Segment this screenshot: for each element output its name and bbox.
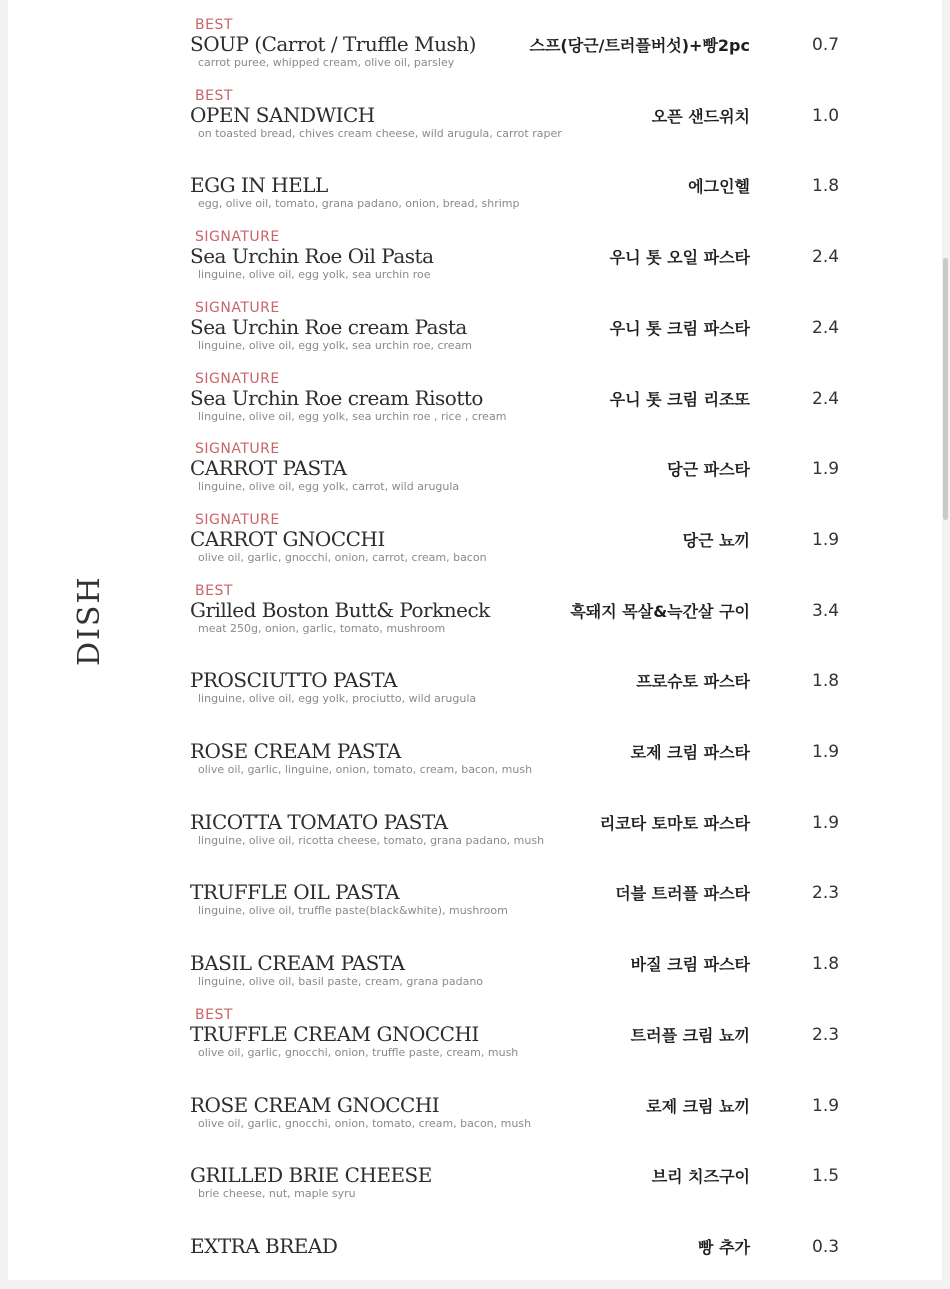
menu-item [0,300,950,370]
item-name: ROSE CREAM PASTA [190,739,401,763]
item-name: OPEN SANDWICH [190,102,375,127]
menu-item [0,1007,950,1077]
item-price: 1.8 [812,671,840,692]
item-price: 0.3 [812,1236,840,1257]
item-price: 2.3 [812,883,840,904]
item-name: RICOTTA TOMATO PASTA [190,809,448,834]
item-korean-name: 에그인헬 [688,177,750,197]
item-korean-name: 우니 톳 오일 파스타 [609,248,750,268]
item-price: 1.9 [812,812,840,833]
item-korean-name: 당근 뇨끼 [682,530,750,550]
item-description: olive oil, garlic, linguine, onion, tomato, cream, bacon, mush [198,763,533,776]
item-price: 1.0 [812,105,840,126]
item-korean-name: 더블 트러플 파스타 [615,884,750,904]
menu-item [0,1219,950,1289]
item-name: EXTRA BREAD [190,1233,338,1258]
item-korean-name: 리코타 토마토 파스타 [599,813,750,833]
item-description: olive oil, garlic, gnocchi, onion, truffle paste, cream, mush [198,1045,519,1059]
item-korean-name: 브리 치즈구이 [651,1167,750,1187]
item-description: on toasted bread, chives cream cheese, wild arugula, carrot raper [198,126,562,140]
item-badge: SIGNATURE [195,229,280,246]
item-description: olive oil, garlic, gnocchi, onion, tomato, cream, bacon, mush [198,1116,532,1130]
item-price: 1.9 [812,529,840,550]
item-description: linguine, olive oil, egg yolk, sea urchin roe , rice , cream [198,409,507,423]
item-price: 1.9 [812,459,840,480]
item-badge: SIGNATURE [195,299,280,316]
item-description: carrot puree, whipped cream, olive oil, parsley [198,56,455,69]
item-name: TRUFFLE OIL PASTA [190,880,400,905]
item-description: egg, olive oil, tomato, grana padano, onion, bread, shrimp [198,197,520,211]
item-korean-name: 스프(당근/트러플버섯)+빵2pc [529,36,750,55]
item-name: GRILLED BRIE CHEESE [190,1163,432,1188]
menu-item [0,158,950,228]
menu-item [0,88,950,158]
item-name: Sea Urchin Roe cream Risotto [190,385,483,410]
item-description: linguine, olive oil, egg yolk, sea urchin roe, cream [198,338,473,352]
menu-item [0,371,950,441]
item-price: 0.7 [812,35,840,55]
item-korean-name: 프로슈토 파스타 [636,672,750,692]
item-description: linguine, olive oil, egg yolk, prociutto, wild arugula [198,692,477,706]
item-badge: SIGNATURE [195,441,280,458]
item-price: 2.4 [812,388,840,409]
item-korean-name: 로제 크림 뇨끼 [646,1096,750,1116]
menu-item [0,1148,950,1218]
item-price: 1.5 [812,1166,840,1187]
item-korean-name: 빵 추가 [698,1237,750,1257]
menu-item [0,724,950,794]
menu-item [0,1078,950,1148]
item-korean-name: 바질 크림 파스타 [630,955,750,975]
item-korean-name: 흑돼지 목살&늑간살 구이 [570,601,750,621]
item-description: linguine, olive oil, ricotta cheese, tomato, grana padano, mush [198,833,545,847]
menu-item [0,17,950,87]
item-description: olive oil, garlic, gnocchi, onion, carrot, cream, bacon [198,550,487,564]
item-korean-name: 트러플 크림 뇨끼 [630,1025,750,1045]
item-badge: BEST [195,582,233,599]
item-price: 3.4 [812,600,840,621]
item-korean-name: 우니 톳 크림 리조또 [609,389,750,409]
menu-item [0,795,950,865]
item-price: 1.8 [812,954,840,975]
menu-item [0,653,950,723]
item-price: 2.4 [812,317,840,338]
item-name: Grilled Boston Butt& Porkneck [190,597,490,622]
item-name: ROSE CREAM GNOCCHI [190,1092,440,1117]
menu-item [0,936,950,1006]
item-name: PROSCIUTTO PASTA [190,668,397,693]
item-korean-name: 로제 크림 파스타 [630,743,750,762]
item-price: 1.8 [812,176,840,197]
item-price: 1.9 [812,1095,840,1116]
item-badge: SIGNATURE [195,370,280,387]
item-description: brie cheese, nut, maple syru [198,1187,356,1201]
item-badge: BEST [195,17,233,33]
item-price: 1.9 [812,742,840,762]
item-description: linguine, olive oil, egg yolk, carrot, wild arugula [198,480,460,494]
item-korean-name: 우니 톳 크림 파스타 [609,318,750,338]
item-korean-name: 당근 파스타 [667,460,750,480]
menu-item [0,865,950,935]
item-name: CARROT PASTA [190,456,347,481]
item-price: 2.3 [812,1024,840,1045]
menu-item [0,583,950,653]
item-description: linguine, olive oil, truffle paste(black&white), mushroom [198,904,508,918]
item-name: SOUP (Carrot / Truffle Mush) [190,32,476,56]
item-badge: BEST [195,1006,233,1023]
menu-item [0,512,950,582]
item-badge: SIGNATURE [195,511,280,528]
item-description: meat 250g, onion, garlic, tomato, mushroom [198,621,446,635]
item-price: 2.4 [812,247,840,268]
item-badge: BEST [195,87,233,104]
item-korean-name: 오픈 샌드위치 [651,106,750,126]
item-name: CARROT GNOCCHI [190,526,385,551]
menu-item [0,229,950,299]
item-name: TRUFFLE CREAM GNOCCHI [190,1021,479,1046]
item-description: linguine, olive oil, basil paste, cream, grana padano [198,975,484,989]
item-name: BASIL CREAM PASTA [190,951,405,976]
item-description: linguine, olive oil, egg yolk, sea urchin roe [198,268,431,282]
item-name: EGG IN HELL [190,173,328,198]
section-label: DISH [72,575,107,666]
item-name: Sea Urchin Roe cream Pasta [190,314,467,339]
menu-item [0,441,950,511]
item-name: Sea Urchin Roe Oil Pasta [190,244,434,269]
